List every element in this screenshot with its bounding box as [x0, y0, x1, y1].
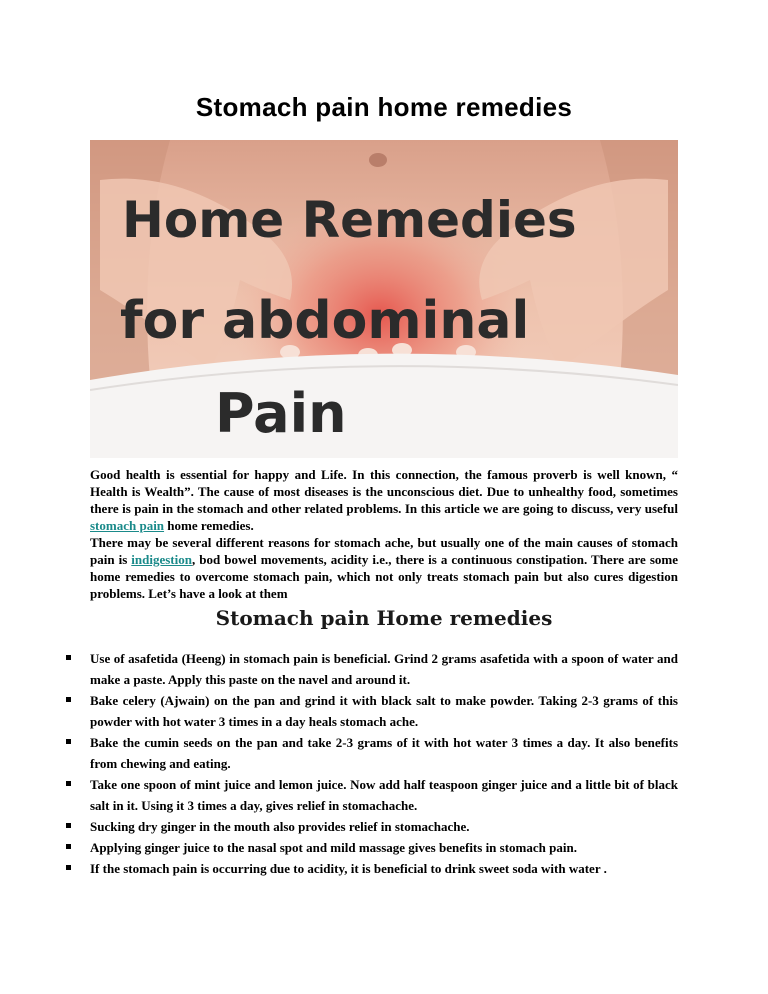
intro-text-span: Good health is essential for happy and Life. In this connection, the famous proverb is well known, “ Health is Wealth”. The cause of most diseases is the unconscious diet. Due to unhealthy food, sometimes there is pain in the stomach and other related problems. In this article we are going to discuss, very useful	[90, 467, 678, 516]
bullet-icon	[66, 781, 71, 786]
hero-text-line-2: for abdominal	[120, 291, 530, 351]
bullet-icon	[66, 865, 71, 870]
list-item-text: Take one spoon of mint juice and lemon juice. Now add half teaspoon ginger juice and a little bit of black salt in it. Using it 3 times a day, gives relief in stomachache.	[90, 777, 678, 813]
list-item	[62, 858, 678, 879]
list-item-text: Sucking dry ginger in the mouth also provides relief in stomachache.	[90, 819, 470, 834]
intro-text	[90, 466, 678, 602]
list-item-text: Bake the cumin seeds on the pan and take 2-3 grams of it with hot water 3 times a day. It also benefits from chewing and eating.	[90, 735, 678, 771]
bullet-icon	[66, 844, 71, 849]
list-item	[62, 816, 678, 837]
section-heading: Stomach pain Home remedies	[215, 606, 553, 630]
intro-text-span: , bod bowel movements, acidity i.e., there is a continuous constipation. There are some home remedies to overcome stomach pain, which not only treats stomach pain but also cures digestion problems. Let’s have a look at them	[90, 552, 678, 601]
hero-image	[90, 140, 678, 458]
list-item-text: Applying ginger juice to the nasal spot and mild massage gives benefits in stomach pain.	[90, 840, 577, 855]
bullet-icon	[66, 655, 71, 660]
remedies-list	[62, 648, 678, 879]
list-item-text: If the stomach pain is occurring due to acidity, it is beneficial to drink sweet soda with water .	[90, 861, 607, 876]
intro-text-span: There may be several different reasons for stomach ache, but usually one of the main causes of stomach pain is	[90, 535, 678, 567]
hero-text-line-3: Pain	[215, 382, 347, 445]
intro-text-span: home remedies.	[164, 518, 254, 533]
intro-paragraph-1	[90, 466, 678, 534]
list-item-text: Bake celery (Ajwain) on the pan and grind it with black salt to make powder. Taking 2-3 grams of this powder with hot water 3 times in a day heals stomach ache.	[90, 693, 678, 729]
list-item	[62, 837, 678, 858]
list-item-text: Use of asafetida (Heeng) in stomach pain is beneficial. Grind 2 grams asafetida with a spoon of water and make a paste. Apply this paste on the navel and around it.	[90, 651, 678, 687]
stomach-pain-link[interactable]: stomach pain	[90, 518, 165, 533]
indigestion-link[interactable]: indigestion	[131, 552, 192, 567]
list-item	[62, 690, 678, 732]
list-item	[62, 648, 678, 690]
abdominal-pain-illustration	[90, 140, 678, 458]
bullet-icon	[66, 823, 71, 828]
hero-text-line-1: Home Remedies	[122, 191, 577, 249]
page-title: Stomach pain home remedies	[195, 92, 573, 122]
intro-paragraph-2	[90, 534, 678, 602]
bullet-icon	[66, 697, 71, 702]
list-item	[62, 774, 678, 816]
list-item	[62, 732, 678, 774]
bullet-icon	[66, 739, 71, 744]
